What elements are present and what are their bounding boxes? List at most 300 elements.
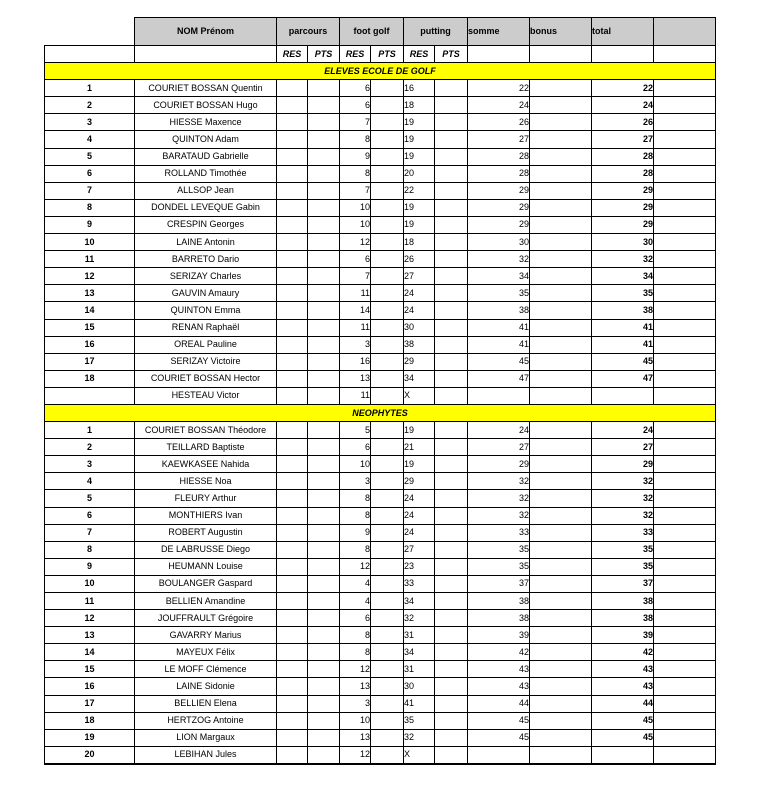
name-cell: GAUVIN Amaury [135, 285, 277, 302]
parcours-res-cell [277, 336, 308, 353]
parcours-pts-cell [308, 216, 340, 233]
parcours-pts-cell [308, 593, 340, 610]
bonus-cell [530, 729, 592, 746]
parcours-pts-cell [308, 114, 340, 131]
total-cell: 27 [592, 131, 654, 148]
bonus-cell [530, 746, 592, 764]
footgolf-res-cell: 8 [340, 490, 371, 507]
name-cell: JOUFFRAULT Grégoire [135, 610, 277, 627]
rank-cell: 14 [45, 302, 135, 319]
somme-cell: 42 [468, 644, 530, 661]
blank-cell [654, 114, 716, 131]
parcours-pts-cell [308, 285, 340, 302]
footgolf-res-cell: 7 [340, 114, 371, 131]
name-cell: COURIET BOSSAN Hugo [135, 97, 277, 114]
rank-cell: 12 [45, 268, 135, 285]
somme-cell: 35 [468, 541, 530, 558]
parcours-pts-cell [308, 319, 340, 336]
table-row [45, 97, 716, 114]
table-row [45, 627, 716, 644]
table-row [45, 336, 716, 353]
blank-cell [654, 575, 716, 592]
footgolf-res-cell: 8 [340, 627, 371, 644]
putting-pts-cell [435, 97, 468, 114]
bonus-cell [530, 319, 592, 336]
total-cell: 41 [592, 319, 654, 336]
table-row [45, 182, 716, 199]
footgolf-res-cell: 13 [340, 729, 371, 746]
footgolf-res-cell: 14 [340, 302, 371, 319]
rank-cell: 19 [45, 729, 135, 746]
rank-cell: 6 [45, 507, 135, 524]
total-cell: 45 [592, 353, 654, 370]
putting-pts-cell [435, 131, 468, 148]
putting-res-cell: 16 [404, 80, 435, 97]
putting-res-cell: 21 [404, 439, 435, 456]
parcours-pts-cell [308, 610, 340, 627]
rank-cell: 17 [45, 695, 135, 712]
somme-cell: 24 [468, 97, 530, 114]
total-cell: 29 [592, 216, 654, 233]
blank-cell [654, 729, 716, 746]
somme-cell: 28 [468, 148, 530, 165]
blank-cell [654, 712, 716, 729]
total-cell: 43 [592, 678, 654, 695]
parcours-pts-cell [308, 661, 340, 678]
blank-cell [654, 336, 716, 353]
putting-pts-cell [435, 199, 468, 216]
bonus-cell [530, 97, 592, 114]
footgolf-pts-cell [371, 712, 404, 729]
blank-header [654, 18, 716, 46]
total-cell: 28 [592, 165, 654, 182]
subheader-blank [45, 46, 135, 63]
putting-res-cell: 24 [404, 302, 435, 319]
footgolf-res-cell: 3 [340, 473, 371, 490]
total-cell: 22 [592, 80, 654, 97]
name-cell: SERIZAY Victoire [135, 353, 277, 370]
somme-cell: 38 [468, 610, 530, 627]
rank-cell [45, 387, 135, 404]
name-cell: BARATAUD Gabrielle [135, 148, 277, 165]
footgolf-res-cell: 12 [340, 746, 371, 764]
putting-pts-label: PTS [435, 46, 468, 63]
total-cell: 45 [592, 729, 654, 746]
blank-cell [654, 182, 716, 199]
putting-res-cell: 38 [404, 336, 435, 353]
somme-cell: 28 [468, 165, 530, 182]
bonus-cell [530, 695, 592, 712]
bonus-cell [530, 712, 592, 729]
putting-pts-cell [435, 593, 468, 610]
total-cell: 33 [592, 524, 654, 541]
footgolf-res-cell: 8 [340, 131, 371, 148]
blank-cell [654, 593, 716, 610]
rank-cell: 11 [45, 593, 135, 610]
rank-cell: 2 [45, 439, 135, 456]
putting-res-cell: 26 [404, 251, 435, 268]
rank-cell: 10 [45, 575, 135, 592]
blank-cell [654, 148, 716, 165]
putting-pts-cell [435, 182, 468, 199]
rank-cell: 2 [45, 97, 135, 114]
name-cell: COURIET BOSSAN Hector [135, 370, 277, 387]
putting-pts-cell [435, 627, 468, 644]
name-cell: ALLSOP Jean [135, 182, 277, 199]
somme-cell: 24 [468, 422, 530, 439]
putting-res-cell: 27 [404, 268, 435, 285]
table-row [45, 661, 716, 678]
somme-cell: 45 [468, 729, 530, 746]
somme-cell: 43 [468, 678, 530, 695]
bonus-cell [530, 285, 592, 302]
parcours-pts-cell [308, 695, 340, 712]
parcours-res-cell [277, 712, 308, 729]
somme-cell: 26 [468, 114, 530, 131]
putting-pts-cell [435, 285, 468, 302]
subheader-blank [135, 46, 277, 63]
blank-cell [654, 746, 716, 764]
footgolf-pts-cell [371, 319, 404, 336]
blank-cell [654, 678, 716, 695]
parcours-pts-cell [308, 524, 340, 541]
bonus-cell [530, 216, 592, 233]
parcours-res-cell [277, 627, 308, 644]
parcours-pts-cell [308, 80, 340, 97]
total-cell: 38 [592, 593, 654, 610]
somme-cell: 41 [468, 319, 530, 336]
bonus-cell [530, 165, 592, 182]
bonus-cell [530, 387, 592, 404]
putting-res-cell: 31 [404, 661, 435, 678]
name-cell: BELLIEN Amandine [135, 593, 277, 610]
bonus-cell [530, 541, 592, 558]
rank-cell: 11 [45, 251, 135, 268]
putting-res-cell: 27 [404, 541, 435, 558]
rank-cell: 13 [45, 285, 135, 302]
putting-pts-cell [435, 473, 468, 490]
footgolf-res-cell: 12 [340, 558, 371, 575]
bonus-cell [530, 661, 592, 678]
subheader-blank [530, 46, 592, 63]
footgolf-res-cell: 8 [340, 541, 371, 558]
somme-cell: 37 [468, 575, 530, 592]
footgolf-pts-cell [371, 285, 404, 302]
name-cell: BELLIEN Elena [135, 695, 277, 712]
footgolf-pts-cell [371, 422, 404, 439]
bonus-cell [530, 336, 592, 353]
parcours-res-cell [277, 302, 308, 319]
bonus-cell [530, 627, 592, 644]
parcours-pts-cell [308, 456, 340, 473]
putting-pts-cell [435, 558, 468, 575]
name-cell: ROBERT Augustin [135, 524, 277, 541]
putting-res-cell: 19 [404, 199, 435, 216]
table-row [45, 558, 716, 575]
footgolf-pts-cell [371, 387, 404, 404]
somme-cell: 32 [468, 490, 530, 507]
name-cell: BOULANGER Gaspard [135, 575, 277, 592]
table-row [45, 678, 716, 695]
blank-cell [654, 165, 716, 182]
total-cell: 41 [592, 336, 654, 353]
parcours-pts-cell [308, 422, 340, 439]
rank-cell: 18 [45, 712, 135, 729]
rank-cell: 15 [45, 661, 135, 678]
somme-cell: 43 [468, 661, 530, 678]
parcours-res-cell [277, 97, 308, 114]
total-cell: 24 [592, 97, 654, 114]
somme-cell: 32 [468, 473, 530, 490]
putting-res-cell: 24 [404, 507, 435, 524]
putting-res-cell: 24 [404, 524, 435, 541]
name-cell: CRESPIN Georges [135, 216, 277, 233]
table-row [45, 575, 716, 592]
putting-res-cell: 32 [404, 729, 435, 746]
bonus-cell [530, 268, 592, 285]
blank-cell [654, 285, 716, 302]
putting-res-cell: 30 [404, 678, 435, 695]
putting-res-cell: 29 [404, 353, 435, 370]
table-row [45, 199, 716, 216]
name-cell: OREAL Pauline [135, 336, 277, 353]
footgolf-pts-cell [371, 661, 404, 678]
blank-cell [654, 541, 716, 558]
footgolf-res-cell: 6 [340, 80, 371, 97]
bonus-cell [530, 302, 592, 319]
parcours-pts-cell [308, 148, 340, 165]
parcours-pts-cell [308, 439, 340, 456]
name-cell: QUINTON Emma [135, 302, 277, 319]
table-row [45, 644, 716, 661]
total-cell: 45 [592, 712, 654, 729]
footgolf-pts-cell [371, 370, 404, 387]
blank-cell [654, 387, 716, 404]
name-cell: FLEURY Arthur [135, 490, 277, 507]
somme-cell: 38 [468, 593, 530, 610]
total-cell: 34 [592, 268, 654, 285]
table-row [45, 712, 716, 729]
blank-cell [654, 97, 716, 114]
parcours-pts-cell [308, 97, 340, 114]
parcours-res-cell [277, 678, 308, 695]
somme-cell: 47 [468, 370, 530, 387]
putting-pts-cell [435, 422, 468, 439]
rank-cell: 15 [45, 319, 135, 336]
table-row [45, 610, 716, 627]
bonus-cell [530, 558, 592, 575]
putting-res-cell: 18 [404, 234, 435, 251]
rank-cell: 1 [45, 80, 135, 97]
parcours-res-cell [277, 610, 308, 627]
blank-cell [654, 268, 716, 285]
footgolf-pts-cell [371, 336, 404, 353]
rank-cell: 17 [45, 353, 135, 370]
footgolf-res-cell: 12 [340, 234, 371, 251]
parcours-res-cell [277, 490, 308, 507]
footgolf-res-cell: 3 [340, 336, 371, 353]
footgolf-res-cell: 7 [340, 268, 371, 285]
bonus-cell [530, 370, 592, 387]
bonus-cell [530, 182, 592, 199]
footgolf-pts-cell [371, 165, 404, 182]
putting-res-cell: 41 [404, 695, 435, 712]
somme-cell: 29 [468, 182, 530, 199]
somme-cell: 39 [468, 627, 530, 644]
name-cell: RENAN Raphaël [135, 319, 277, 336]
results-body [45, 18, 716, 764]
footgolf-pts-cell [371, 627, 404, 644]
footgolf-pts-cell [371, 610, 404, 627]
rank-cell: 5 [45, 490, 135, 507]
footgolf-res-cell: 16 [340, 353, 371, 370]
footgolf-res-cell: 10 [340, 199, 371, 216]
parcours-res-cell [277, 524, 308, 541]
putting-pts-cell [435, 336, 468, 353]
putting-res-cell: 20 [404, 165, 435, 182]
table-row [45, 216, 716, 233]
rank-cell: 5 [45, 148, 135, 165]
parcours-header: parcours [277, 18, 340, 46]
total-cell: 24 [592, 422, 654, 439]
parcours-pts-cell [308, 336, 340, 353]
name-cell: MAYEUX Félix [135, 644, 277, 661]
blank-cell [654, 439, 716, 456]
footgolf-pts-cell [371, 644, 404, 661]
name-cell: TEILLARD Baptiste [135, 439, 277, 456]
bonus-cell [530, 422, 592, 439]
table-row [45, 439, 716, 456]
putting-pts-cell [435, 268, 468, 285]
table-row [45, 131, 716, 148]
footgolf-res-cell: 9 [340, 524, 371, 541]
total-cell: 44 [592, 695, 654, 712]
parcours-pts-cell [308, 302, 340, 319]
putting-pts-cell [435, 439, 468, 456]
table-row [45, 695, 716, 712]
parcours-pts-cell [308, 251, 340, 268]
table-row [45, 422, 716, 439]
name-cell: HESTEAU Victor [135, 387, 277, 404]
name-cell: LION Margaux [135, 729, 277, 746]
parcours-res-cell [277, 268, 308, 285]
footgolf-pts-cell [371, 575, 404, 592]
footgolf-header: foot golf [340, 18, 404, 46]
total-cell: 35 [592, 285, 654, 302]
table-row [45, 148, 716, 165]
parcours-pts-cell [308, 182, 340, 199]
footgolf-pts-cell [371, 524, 404, 541]
rank-cell: 9 [45, 558, 135, 575]
subheader-blank [592, 46, 654, 63]
putting-pts-cell [435, 234, 468, 251]
parcours-pts-cell [308, 729, 340, 746]
name-cell: ROLLAND Timothée [135, 165, 277, 182]
putting-pts-cell [435, 729, 468, 746]
parcours-pts-cell [308, 234, 340, 251]
blank-cell [654, 610, 716, 627]
name-cell: GAVARRY Marius [135, 627, 277, 644]
parcours-pts-cell [308, 627, 340, 644]
total-cell: 32 [592, 251, 654, 268]
name-cell: HERTZOG Antoine [135, 712, 277, 729]
parcours-res-cell [277, 575, 308, 592]
putting-pts-cell [435, 541, 468, 558]
bonus-cell [530, 507, 592, 524]
footgolf-pts-cell [371, 695, 404, 712]
putting-pts-cell [435, 302, 468, 319]
somme-cell: 27 [468, 131, 530, 148]
footgolf-res-cell: 10 [340, 712, 371, 729]
footgolf-res-cell: 10 [340, 456, 371, 473]
rank-cell: 20 [45, 746, 135, 764]
putting-res-cell: 33 [404, 575, 435, 592]
putting-res-cell: 30 [404, 319, 435, 336]
parcours-pts-cell [308, 712, 340, 729]
total-cell: 32 [592, 473, 654, 490]
putting-res-cell: 22 [404, 182, 435, 199]
footgolf-res-cell: 6 [340, 251, 371, 268]
footgolf-res-cell: 11 [340, 285, 371, 302]
bonus-cell [530, 644, 592, 661]
putting-res-cell: 19 [404, 216, 435, 233]
rank-cell: 14 [45, 644, 135, 661]
name-cell: MONTHIERS Ivan [135, 507, 277, 524]
total-cell: 39 [592, 627, 654, 644]
blank-cell [654, 473, 716, 490]
bonus-cell [530, 234, 592, 251]
rank-cell: 16 [45, 678, 135, 695]
putting-pts-cell [435, 524, 468, 541]
parcours-res-cell [277, 507, 308, 524]
subheader-blank [468, 46, 530, 63]
footgolf-pts-cell [371, 439, 404, 456]
rank-cell: 10 [45, 234, 135, 251]
putting-pts-cell [435, 370, 468, 387]
parcours-res-cell [277, 695, 308, 712]
somme-cell: 32 [468, 251, 530, 268]
total-cell: 32 [592, 490, 654, 507]
parcours-res-cell [277, 165, 308, 182]
blank-cell [654, 507, 716, 524]
putting-res-cell: 18 [404, 97, 435, 114]
total-cell: 35 [592, 541, 654, 558]
footgolf-pts-cell [371, 114, 404, 131]
total-cell: 38 [592, 302, 654, 319]
putting-res-cell: 34 [404, 370, 435, 387]
parcours-pts-cell [308, 387, 340, 404]
parcours-res-cell [277, 80, 308, 97]
footgolf-pts-cell [371, 456, 404, 473]
parcours-res-cell [277, 216, 308, 233]
footgolf-res-cell: 3 [340, 695, 371, 712]
blank-cell [654, 456, 716, 473]
parcours-res-cell [277, 729, 308, 746]
table-row [45, 746, 716, 764]
parcours-pts-cell [308, 268, 340, 285]
table-row [45, 353, 716, 370]
parcours-res-cell [277, 661, 308, 678]
bonus-cell [530, 593, 592, 610]
blank-cell [654, 80, 716, 97]
section-header-row [45, 404, 716, 421]
parcours-res-cell [277, 251, 308, 268]
bonus-cell [530, 199, 592, 216]
footgolf-pts-cell [371, 302, 404, 319]
table-row [45, 524, 716, 541]
table-row [45, 80, 716, 97]
name-cell: DE LABRUSSE Diego [135, 541, 277, 558]
